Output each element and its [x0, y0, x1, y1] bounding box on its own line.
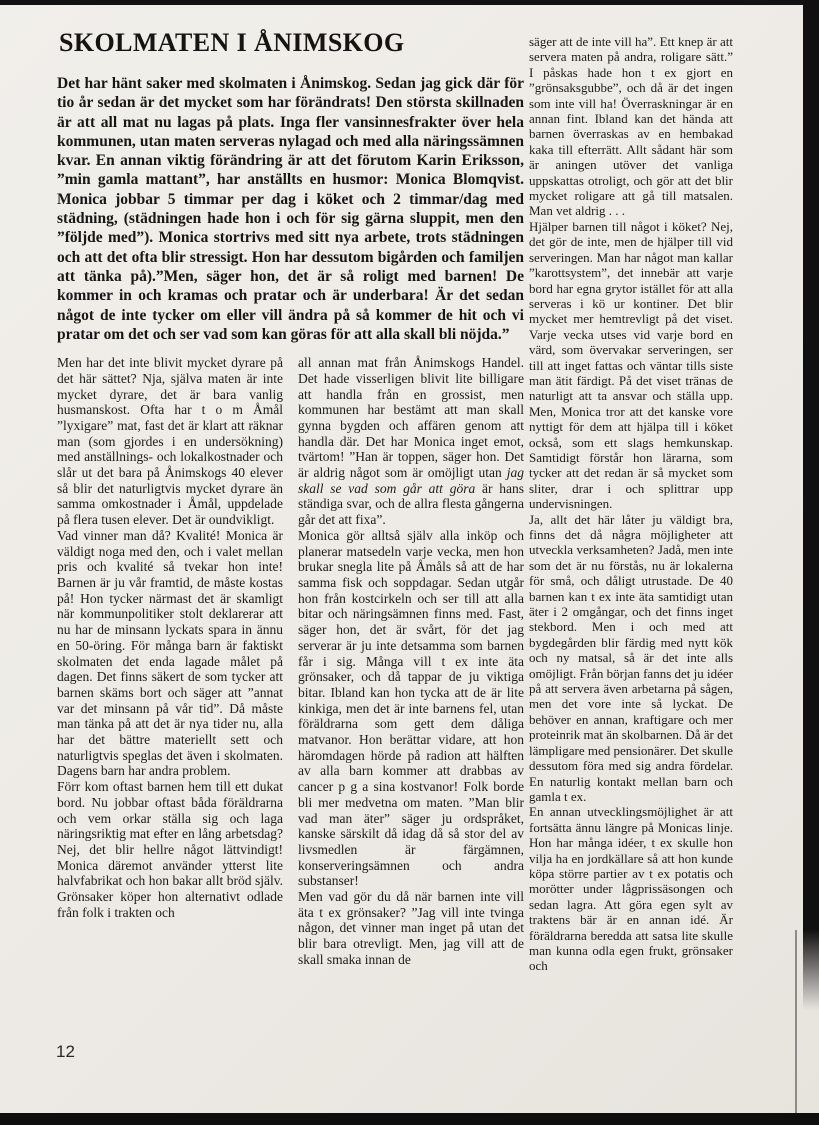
two-column-region — [57, 355, 524, 967]
paragraph: Förr kom oftast barnen hem till ett dukat bord. Nu jobbar oftast båda föräldrarna och vem orkar ställa sig och laga näringsriktig mat efter en lång arbetsdag? Nej, det blir hellre något lättvindigt! Monica däremot använder ytterst lite halvfabrikat och hon bakar allt bröd själv. Grönsaker köper hon alternativt odlade från folk i trakten och — [57, 779, 283, 920]
paragraph: Monica gör alltså själv alla inköp och planerar matsedeln varje vecka, men hon brukar snegla lite på Åmåls så att de har samma fisk och soppdagar. Sedan utgår hon från kostcirkeln och ser till att alla bitar och näringsämnen finns med. Fast, säger hon, det är svårt, för det jag serverar är ju inte detsamma som barnen får i sig. Många vill t ex inte äta grönsaker, och då tappar de ju viktiga bitar. Ibland kan hon tycka att de är lite kinkiga, men det är inte barnens fel, utan föräldrarna som gett dem dåliga matvanor. Hon berättar vidare, att hon häromdagen hörde på radion att hälften av alla barn kommer att drabbas av cancer p g a sina kostvanor! Folk borde bli mer medvetna om maten. ”Man blir vad man äter” säger ju ordspråket, kanske särskilt då idag då så stor del av livsmedlen är färgämnen, konserveringsämnen och andra substanser! — [298, 527, 524, 889]
paragraph: Men har det inte blivit mycket dyrare på det här sättet? Nja, själva maten är inte mycket dyrare, det är bara vanlig husmanskost. Ofta har t o m Åmål ”lyxigare” mat, fast det är klart att räknar man (som gjordes i en undersökning) med anställnings- och lokalkostnader och slår ut det bara på Ånimskogs 40 elever så blir det naturligtvis mycket dyrare än samma omkostnader i Åmål, uppdelade på flera tusen elever. Det är oundvikligt. — [57, 355, 283, 528]
paragraph: all annan mat från Ånimskogs Handel. Det hade visserligen blivit lite billigare att handla från en grossist, men kommunen har bestämt att man skall gynna bygden och affären genom att handla där. Det har Monica inget emot, tvärtom! ”Han är toppen, säger hon. Det är aldrig något som är omöjligt utan jag skall se vad som går att göra är hans ständiga svar, och de allra flesta gångerna går det att fixa”. — [298, 355, 525, 528]
column-3 — [529, 34, 733, 974]
page-number: 12 — [56, 1042, 75, 1061]
intro-paragraph: Det har hänt saker med skolmaten i Ånimskog. Sedan jag gick där för tio år sedan är det mycket som har förändrats! Den största skillnaden är att all mat nu lagas på plats. Inga fler vansinnesfrakter över hela kommunen, utan maten serveras nylagad och med alla näringssämnen kvar. En annan viktig förändring är att det förutom Karin Eriksson, ”min gamla mattant”, har anställts en husmor: Monica Blomqvist. Monica jobbar 5 timmar per dag i köket och 2 timmar/dag med städning, (städningen hade hon i och för sig gärna sluppit, men den ”följde med”). Monica stortrivs med sitt nya arbete, trots städningen och att det ofta blir stressigt. Hon har dessutom bigården och familjen att tänka på).”Men, säger hon, det är så roligt med barnen! De kommer in och kramas och pratar och är underbara! Är det sedan något de inte tycker om eller vill ändra på så kommer de hit och vi pratar om det och ser vad som kan göras för att alla skall bli nöjda.” — [57, 75, 524, 343]
paragraph: Hjälper barnen till något i köket? Nej, det gör de inte, men de hjälper till vid serveringen. Man har något man kallar ”karottsystem”, det innebär att varje bord har egna grytor istället för att alla serveras i kö ur kontiner. Det blir mycket mer hemtrevligt på det viset. Varje vecka utses vid varje bord en värd, som övervakar serveringen, ser till att inget fattas och väntar tills siste man ätit färdigt. På det viset tränas de naturligt att ta ansvar och ställa upp. Men, Monica tror att det kanske vore nyttigt för dem att hjälpa till i köket också, som ett slags hemkunskap. Samtidigt förstår hon lärarna, som tycker att det redan är så mycket som sliter, drar i och splittrar upp undervisningen. — [529, 218, 733, 512]
paragraph: säger att de inte vill ha”. Ett knep är att servera maten på andra, roligare sätt.” I påskas hade hon t ex gjort en ”grönsaksgubbe”, och då är det ingen som inte vill ha! Överraskningar är en annan fint. Ibland kan det hända att barnen överraskas av en hembakad kaka till efterrätt. Allt sådant här som är aningen utöver det vanliga uppskattas otroligt, och gör att det blir mycket roligare att gå till matsalen. Man vet aldrig . . . — [529, 34, 733, 219]
scan-border-top — [0, 0, 819, 5]
article-title: SKOLMATEN I ÅNIMSKOG — [59, 28, 405, 57]
scan-page-edge-line — [795, 930, 797, 1113]
paragraph: Ja, allt det här låter ju väldigt bra, finns det då några möjligheter att utveckla verksamheten? Jadå, men inte som det är nu förstås, nu är lokalerna för små, och dåligt utrustade. De 40 barnen kan t ex inte äta samtidigt utan äter i 2 omgångar, och det finns inget stekbord. Men i och med att bygdegården blir färdig med nytt kök och ny matsal, så är det inte alls omöjligt. Från början fanns det ju idéer på att servera även arbetarna på sågen, men det vore inte så lyckat. De behöver en annan, kraftigare och mer proteinrik mat än skolbarnen. Då är det lämpligare med pensionärer. Det skulle dessutom föra med sig andra fördelar. En naturlig kontakt mellan barn och gamla t ex. — [529, 511, 733, 804]
column-2 — [298, 355, 524, 967]
scan-border-right — [803, 0, 819, 1010]
scan-border-bottom — [0, 1113, 819, 1125]
column-1 — [57, 355, 283, 967]
paragraph: En annan utvecklingsmöjlighet är att fortsätta ännu längre på Monicas linje. Hon har många idéer, t ex skulle hon vilja ha en jordkällare så att hon kunde köpa större partier av t ex potatis och morötter under lågprissäsongen och sedan lagra. Att göra egen sylt av traktens bär är en annan idé. Är föräldrarna beredda att satsa lite skulle man kunna odla egen frukt, grönsaker och — [529, 804, 733, 974]
paragraph: Vad vinner man då? Kvalité! Monica är väldigt noga med den, och i valet mellan pris och kvalité så tvekar hon inte! Barnen är ju vår framtid, de måste kostas på! Hon tycker närmast det är skamligt när kommunpolitiker stolt deklarerar att nu har de minsann lyckats spara in ännu en 50-öring. För många barn är faktiskt skolmaten det enda lagade målet på dagen. Det finns säkert de som tycker att barnen skäms bort och säger att ”annat var det minsann på vår tid”. Då måste man tänka på att det är nya tider nu, alla har det bättre materiellt sett och naturligtvis speglas det även i skolmaten. Dagens barn har andra problem. — [57, 527, 283, 779]
article-left-region — [57, 28, 524, 968]
paragraph: Men vad gör du då när barnen inte vill äta t ex grönsaker? ”Jag vill inte tvinga någon, det vinner man inget på utan det blir bara otrevligt. Men, jag vill att de skall smaka innan de — [298, 889, 524, 967]
